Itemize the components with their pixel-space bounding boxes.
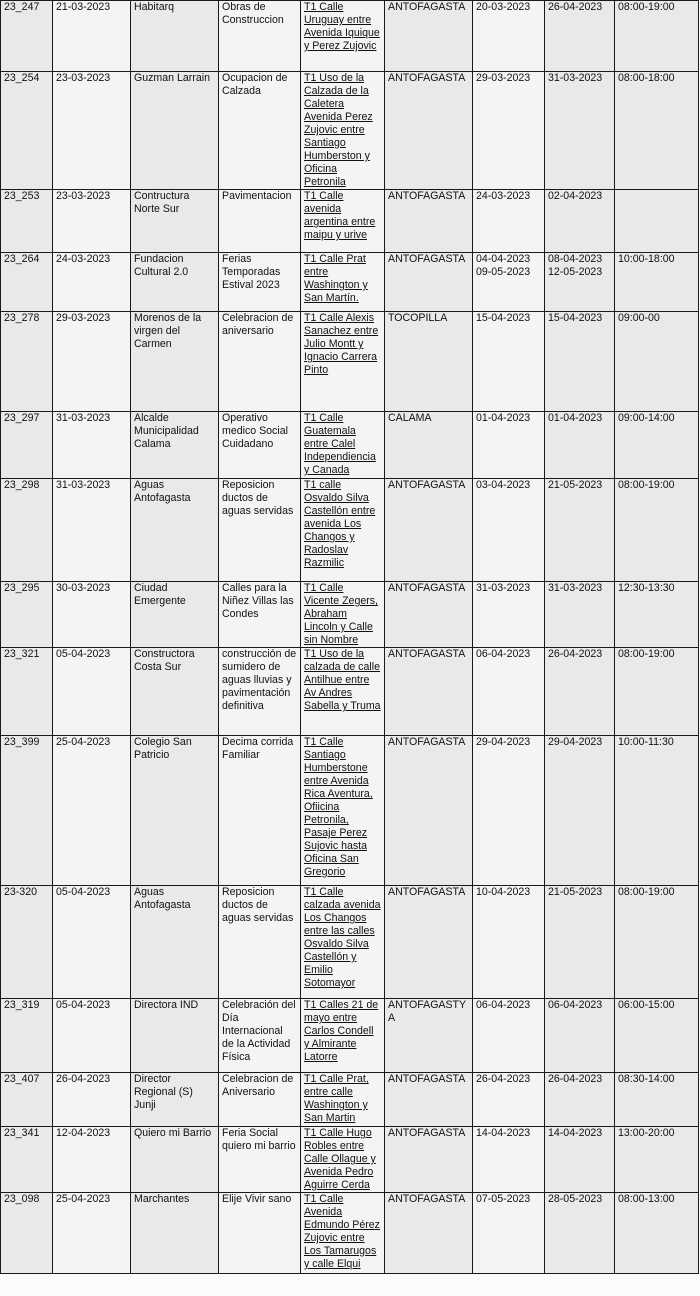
organization-text: Habitarq (134, 1, 175, 13)
permit-id-text: 23-320 (4, 886, 37, 898)
table-row (1, 253, 699, 312)
organization-cell (131, 479, 219, 582)
date-value: 29-04-2023 (476, 736, 531, 748)
organization-text: Colegio San Patricio (134, 736, 192, 761)
start-date-cell (473, 582, 545, 648)
request-date-text: 25-04-2023 (56, 736, 111, 748)
hours-cell (615, 72, 699, 190)
date-value: 07-05-2023 (476, 1193, 531, 1205)
city-text: CALAMA (388, 412, 432, 424)
location-text: T1 Calle avenida argentina entre maipu y urive (304, 190, 376, 241)
activity-cell (219, 190, 301, 253)
activity-cell (219, 1193, 301, 1274)
request-date-text: 31-03-2023 (56, 479, 111, 491)
request-date-text: 30-03-2023 (56, 582, 111, 594)
location-cell (301, 72, 385, 190)
end-date-cell (545, 412, 615, 479)
location-text: T1 Calle Prat entre Washington y San Martín. (304, 253, 368, 304)
date-value: 26-04-2023 (548, 1, 603, 13)
request-date-cell (53, 1073, 131, 1127)
organization-cell (131, 886, 219, 999)
start-date-cell (473, 412, 545, 479)
city-cell (385, 1, 473, 72)
location-text: T1 Calle Alexis Sanachez entre Julio Montt y Ignacio Carrera Pinto (304, 312, 379, 376)
activity-cell (219, 1, 301, 72)
start-date-cell (473, 72, 545, 190)
city-cell (385, 886, 473, 999)
permit-id-cell (1, 412, 53, 479)
activity-text: Obras de Construccion (222, 1, 284, 26)
request-date-text: 05-04-2023 (56, 999, 111, 1011)
activity-text: Ocupacion de Calzada (222, 72, 288, 97)
activity-cell (219, 582, 301, 648)
start-date-cell (473, 190, 545, 253)
organization-cell (131, 999, 219, 1073)
request-date-cell (53, 886, 131, 999)
location-text: T1 Calle Uruguay entre Avenida Iquique y Perez Zujovic (304, 1, 380, 52)
location-cell (301, 648, 385, 736)
activity-text: Pavimentacion (222, 190, 292, 202)
location-text: T1 Calle Prat, entre calle Washington y San Martin (304, 1073, 369, 1124)
hours-cell (615, 886, 699, 999)
organization-text: Director Regional (S) Junji (134, 1073, 193, 1111)
request-date-cell (53, 190, 131, 253)
permit-id-text: 23_278 (4, 312, 40, 324)
date-value: 26-04-2023 (548, 648, 603, 660)
location-cell (301, 1073, 385, 1127)
hours-text: 12:30-13:30 (618, 582, 675, 594)
date-value: 08-04-2023 (548, 253, 603, 265)
location-text: T1 Calle Santiago Humberstone entre Avenida Rica Aventura, Ofiicina Petronila, Pasaje Perez Sujovic hasta Oficina San Gregorio (304, 736, 373, 878)
end-date-cell (545, 582, 615, 648)
table-row (1, 479, 699, 582)
organization-cell (131, 412, 219, 479)
date-value: 31-03-2023 (476, 582, 531, 594)
activity-text: Feria Social quiero mi barrio (222, 1127, 296, 1152)
organization-text: Aguas Antofagasta (134, 479, 191, 504)
location-cell (301, 886, 385, 999)
hours-cell (615, 1193, 699, 1274)
city-text: TOCOPILLA (388, 312, 448, 324)
activity-text: construcción de sumidero de aguas lluvias y pavimentación definitiva (222, 648, 297, 712)
organization-cell (131, 72, 219, 190)
city-text: ANTOFAGASTA (388, 736, 466, 748)
request-date-text: 05-04-2023 (56, 648, 111, 660)
request-date-cell (53, 1, 131, 72)
request-date-text: 12-04-2023 (56, 1127, 111, 1139)
permit-id-text: 23_297 (4, 412, 40, 424)
table-row (1, 648, 699, 736)
hours-cell (615, 582, 699, 648)
date-value: 06-04-2023 (476, 648, 531, 660)
date-value: 04-04-2023 (476, 253, 531, 265)
city-text: ANTOFAGASTA (388, 1073, 466, 1085)
request-date-cell (53, 1127, 131, 1193)
activity-cell (219, 312, 301, 412)
activity-cell (219, 648, 301, 736)
date-value: 06-04-2023 (548, 999, 603, 1011)
activity-text: Celebración del Día Internacional de la Actividad Física (222, 999, 296, 1063)
organization-cell (131, 1, 219, 72)
permit-id-cell (1, 886, 53, 999)
location-cell (301, 312, 385, 412)
request-date-text: 31-03-2023 (56, 412, 111, 424)
end-date-cell (545, 479, 615, 582)
request-date-text: 25-04-2023 (56, 1193, 111, 1205)
request-date-cell (53, 412, 131, 479)
end-date-cell (545, 312, 615, 412)
location-text: T1 Calle Guatemala entre Calel Independiencia y Canada (304, 412, 376, 476)
hours-cell (615, 412, 699, 479)
table-row (1, 412, 699, 479)
permit-id-cell (1, 999, 53, 1073)
permit-id-cell (1, 1, 53, 72)
hours-text: 08:00-19:00 (618, 1, 675, 13)
permit-id-text: 23_298 (4, 479, 40, 491)
date-value: 28-05-2023 (548, 1193, 603, 1205)
permits-table-body (1, 1, 699, 1274)
activity-cell (219, 1073, 301, 1127)
location-cell (301, 1193, 385, 1274)
date-value: 15-04-2023 (476, 312, 531, 324)
permit-id-text: 23_407 (4, 1073, 40, 1085)
permit-id-text: 23_321 (4, 648, 40, 660)
start-date-cell (473, 1, 545, 72)
request-date-text: 29-03-2023 (56, 312, 111, 324)
start-date-cell (473, 1073, 545, 1127)
organization-text: Ciudad Emergente (134, 582, 186, 607)
location-cell (301, 1127, 385, 1193)
table-row (1, 886, 699, 999)
request-date-text: 23-03-2023 (56, 72, 111, 84)
hours-cell (615, 648, 699, 736)
organization-text: Constructora Costa Sur (134, 648, 195, 673)
table-row (1, 1073, 699, 1127)
location-cell (301, 190, 385, 253)
date-value: 29-04-2023 (548, 736, 603, 748)
permit-id-text: 23_295 (4, 582, 40, 594)
city-text: ANTOFAGASTA (388, 72, 466, 84)
organization-text: Directora IND (134, 999, 199, 1011)
location-cell (301, 479, 385, 582)
permit-id-text: 23_247 (4, 1, 40, 13)
organization-cell (131, 312, 219, 412)
city-cell (385, 999, 473, 1073)
request-date-cell (53, 312, 131, 412)
city-text: ANTOFAGASTYA (388, 999, 467, 1024)
location-text: T1 Calle Hugo Robles entre Calle Ollague y Avenida Pedro Aguirre Cerda (304, 1127, 376, 1191)
location-cell (301, 253, 385, 312)
activity-text: Celebracion de Aniversario (222, 1073, 294, 1098)
organization-cell (131, 253, 219, 312)
permit-id-cell (1, 1193, 53, 1274)
request-date-cell (53, 736, 131, 886)
hours-cell (615, 1, 699, 72)
permit-id-text: 23_399 (4, 736, 40, 748)
city-text: ANTOFAGASTA (388, 886, 466, 898)
start-date-cell (473, 1193, 545, 1274)
permit-id-text: 23_319 (4, 999, 40, 1011)
permit-id-text: 23_254 (4, 72, 40, 84)
city-text: ANTOFAGASTA (388, 648, 466, 660)
activity-text: Reposicion ductos de aguas servidas (222, 479, 294, 517)
location-cell (301, 582, 385, 648)
location-text: T1 Uso de la calzada de calle Antilhue entre Av Andres Sabella y Truma (304, 648, 381, 712)
end-date-cell (545, 72, 615, 190)
activity-text: Operativo medico Social Cuidadano (222, 412, 288, 450)
request-date-cell (53, 72, 131, 190)
table-row (1, 190, 699, 253)
date-value: 14-04-2023 (476, 1127, 531, 1139)
hours-text: 06:00-15:00 (618, 999, 675, 1011)
request-date-cell (53, 1193, 131, 1274)
start-date-cell (473, 312, 545, 412)
city-cell (385, 582, 473, 648)
organization-text: Contructura Norte Sur (134, 190, 190, 215)
permit-id-cell (1, 648, 53, 736)
activity-text: Elije Vivir sano (222, 1193, 292, 1205)
city-text: ANTOFAGASTA (388, 582, 466, 594)
hours-text: 10:00-11:30 (618, 736, 674, 748)
organization-text: Morenos de la virgen del Carmen (134, 312, 202, 350)
end-date-cell (545, 190, 615, 253)
hours-text: 08:00-13:00 (618, 1193, 675, 1205)
date-value: 06-04-2023 (476, 999, 531, 1011)
request-date-text: 23-03-2023 (56, 190, 111, 202)
location-text: T1 calle Osvaldo Silva Castellón entre avenida Los Changos y Radoslav Razmilic (304, 479, 376, 569)
city-cell (385, 190, 473, 253)
activity-text: Decima corrida Familiar (222, 736, 294, 761)
date-value: 15-04-2023 (548, 312, 603, 324)
city-cell (385, 1127, 473, 1193)
table-row (1, 736, 699, 886)
date-value: 09-05-2023 (476, 266, 531, 278)
activity-cell (219, 999, 301, 1073)
date-value: 14-04-2023 (548, 1127, 603, 1139)
end-date-cell (545, 253, 615, 312)
location-text: T1 Calles 21 de mayo entre Carlos Condell y Almirante Latorre (304, 999, 379, 1063)
permit-id-text: 23_341 (4, 1127, 40, 1139)
end-date-cell (545, 1193, 615, 1274)
city-cell (385, 736, 473, 886)
end-date-cell (545, 1073, 615, 1127)
permit-id-cell (1, 72, 53, 190)
hours-cell (615, 1127, 699, 1193)
request-date-text: 05-04-2023 (56, 886, 111, 898)
request-date-cell (53, 253, 131, 312)
table-row (1, 582, 699, 648)
activity-text: Reposicion ductos de aguas servidas (222, 886, 294, 924)
permit-id-text: 23_098 (4, 1193, 40, 1205)
table-row (1, 312, 699, 412)
city-cell (385, 1073, 473, 1127)
hours-cell (615, 736, 699, 886)
activity-text: Calles para la Niñez Villas las Condes (222, 582, 294, 620)
permit-id-text: 23_253 (4, 190, 40, 202)
city-cell (385, 1193, 473, 1274)
location-text: T1 Calle Avenida Edmundo Pérez Zujovic entre Los Tamarugos y calle Elqui (304, 1193, 380, 1270)
table-row (1, 1127, 699, 1193)
date-value: 29-03-2023 (476, 72, 531, 84)
date-value: 21-05-2023 (548, 886, 603, 898)
location-cell (301, 736, 385, 886)
organization-cell (131, 648, 219, 736)
permit-id-text: 23_264 (4, 253, 40, 265)
hours-text: 09:00-00 (618, 312, 660, 324)
permit-id-cell (1, 1073, 53, 1127)
permit-id-cell (1, 479, 53, 582)
location-cell (301, 999, 385, 1073)
start-date-cell (473, 479, 545, 582)
date-value: 12-05-2023 (548, 266, 603, 278)
table-row (1, 72, 699, 190)
request-date-text: 24-03-2023 (56, 253, 111, 265)
hours-cell (615, 190, 699, 253)
date-value: 24-03-2023 (476, 190, 531, 202)
date-value: 31-03-2023 (548, 72, 603, 84)
start-date-cell (473, 1127, 545, 1193)
request-date-cell (53, 648, 131, 736)
activity-cell (219, 1127, 301, 1193)
end-date-cell (545, 1127, 615, 1193)
hours-text: 10:00-18:00 (618, 253, 675, 265)
request-date-text: 21-03-2023 (56, 1, 111, 13)
activity-cell (219, 479, 301, 582)
start-date-cell (473, 886, 545, 999)
hours-text: 08:00-19:00 (618, 886, 675, 898)
table-row (1, 1193, 699, 1274)
end-date-cell (545, 1, 615, 72)
permit-id-cell (1, 253, 53, 312)
date-value: 01-04-2023 (476, 412, 531, 424)
organization-cell (131, 1193, 219, 1274)
location-text: T1 Calle calzada avenida Los Changos entre las calles Osvaldo Silva Castellón y Emilio Sotomayor (304, 886, 381, 989)
activity-cell (219, 253, 301, 312)
hours-text: 08:00-19:00 (618, 479, 675, 491)
request-date-cell (53, 582, 131, 648)
location-cell (301, 412, 385, 479)
city-cell (385, 412, 473, 479)
date-value: 01-04-2023 (548, 412, 603, 424)
city-text: ANTOFAGASTA (388, 1, 466, 13)
city-text: ANTOFAGASTA (388, 190, 466, 202)
date-value: 21-05-2023 (548, 479, 603, 491)
organization-cell (131, 582, 219, 648)
activity-cell (219, 736, 301, 886)
request-date-cell (53, 479, 131, 582)
organization-text: Aguas Antofagasta (134, 886, 191, 911)
organization-text: Fundacion Cultural 2.0 (134, 253, 189, 278)
permit-id-cell (1, 736, 53, 886)
organization-cell (131, 736, 219, 886)
end-date-cell (545, 736, 615, 886)
permit-id-cell (1, 190, 53, 253)
hours-text: 08:00-19:00 (618, 648, 675, 660)
hours-cell (615, 312, 699, 412)
hours-text: 09:00-14:00 (618, 412, 675, 424)
permit-id-cell (1, 312, 53, 412)
table-row (1, 999, 699, 1073)
city-cell (385, 648, 473, 736)
organization-cell (131, 1073, 219, 1127)
date-value: 31-03-2023 (548, 582, 603, 594)
date-value: 03-04-2023 (476, 479, 531, 491)
activity-cell (219, 412, 301, 479)
city-text: ANTOFAGASTA (388, 1193, 466, 1205)
hours-cell (615, 1073, 699, 1127)
city-cell (385, 312, 473, 412)
activity-cell (219, 886, 301, 999)
city-text: ANTOFAGASTA (388, 253, 466, 265)
permit-id-cell (1, 1127, 53, 1193)
organization-text: Quiero mi Barrio (134, 1127, 212, 1139)
activity-text: Ferias Temporadas Estival 2023 (222, 253, 281, 291)
organization-text: Marchantes (134, 1193, 190, 1205)
end-date-cell (545, 999, 615, 1073)
location-text: T1 Uso de la Calzada de la Caletera Avenida Perez Zujovic entre Santiago Humberston y Oficina Petronila (304, 72, 373, 188)
hours-text: 08:00-18:00 (618, 72, 675, 84)
start-date-cell (473, 648, 545, 736)
city-cell (385, 479, 473, 582)
hours-cell (615, 999, 699, 1073)
hours-text: 08:30-14:00 (618, 1073, 675, 1085)
location-text: T1 Calle Vicente Zegers, Abraham Lincoln y Calle sin Nombre (304, 582, 379, 646)
start-date-cell (473, 999, 545, 1073)
request-date-cell (53, 999, 131, 1073)
activity-cell (219, 72, 301, 190)
permit-id-cell (1, 582, 53, 648)
city-cell (385, 72, 473, 190)
city-text: ANTOFAGASTA (388, 1127, 466, 1139)
date-value: 26-04-2023 (476, 1073, 531, 1085)
activity-text: Celebracion de aniversario (222, 312, 294, 337)
table-row (1, 1, 699, 72)
end-date-cell (545, 648, 615, 736)
hours-cell (615, 479, 699, 582)
organization-text: Alcalde Municipalidad Calama (134, 412, 199, 450)
location-cell (301, 1, 385, 72)
date-value: 02-04-2023 (548, 190, 603, 202)
city-cell (385, 253, 473, 312)
organization-cell (131, 190, 219, 253)
hours-text: 13:00-20:00 (618, 1127, 675, 1139)
date-value: 26-04-2023 (548, 1073, 603, 1085)
date-value: 20-03-2023 (476, 1, 531, 13)
organization-text: Guzman Larrain (134, 72, 210, 84)
date-value: 10-04-2023 (476, 886, 531, 898)
start-date-cell (473, 736, 545, 886)
organization-cell (131, 1127, 219, 1193)
end-date-cell (545, 886, 615, 999)
request-date-text: 26-04-2023 (56, 1073, 111, 1085)
city-text: ANTOFAGASTA (388, 479, 466, 491)
hours-cell (615, 253, 699, 312)
start-date-cell (473, 253, 545, 312)
